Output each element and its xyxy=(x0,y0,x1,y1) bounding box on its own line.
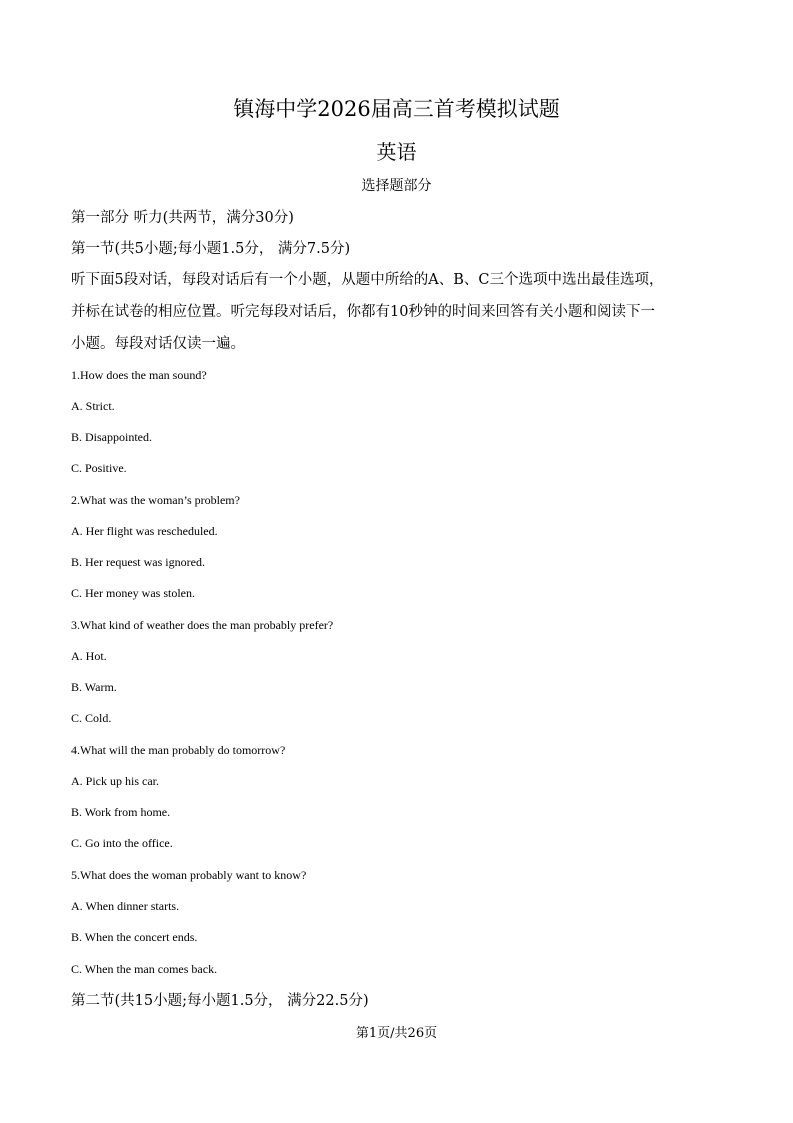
answer-option: A. Her flight was rescheduled. xyxy=(71,524,218,538)
section-heading-part1: 第一部分 听力(共两节，满分30分) xyxy=(71,210,294,226)
section-heading-1: 第一节(共5小题;每小题1.5分， 满分7.5分) xyxy=(71,241,351,257)
answer-option: B. Work from home. xyxy=(71,805,171,819)
answer-option: A. Pick up his car. xyxy=(71,774,159,788)
question-stem: 1.How does the man sound? xyxy=(71,368,207,382)
answer-option: B. Disappointed. xyxy=(71,430,152,444)
answer-option: A. Hot. xyxy=(71,649,107,663)
page-footer: 第1页/共26页 xyxy=(355,1026,438,1041)
answer-option: C. Positive. xyxy=(71,461,127,475)
answer-option: A. When dinner starts. xyxy=(71,899,180,913)
answer-option: C. Go into the office. xyxy=(71,836,173,850)
answer-option: C. Her money was stolen. xyxy=(71,586,195,600)
instruction-line: 小题。每段对话仅读一遍。 xyxy=(71,336,245,352)
answer-option: C. When the man comes back. xyxy=(71,962,218,976)
question-stem: 5.What does the woman probably want to know? xyxy=(71,868,307,882)
answer-option: B. Warm. xyxy=(71,680,117,694)
exam-title: 镇海中学2026届高三首考模拟试题 xyxy=(233,97,560,121)
answer-option: C. Cold. xyxy=(71,711,112,725)
question-stem: 3.What kind of weather does the man probably prefer? xyxy=(71,618,334,632)
answer-option: B. Her request was ignored. xyxy=(71,555,205,569)
section-heading-2: 第二节(共15小题;每小题1.5分， 满分22.5分) xyxy=(71,993,369,1009)
instruction-line: 听下面5段对话，每段对话后有一个小题，从题中所给的A、B、C三个选项中选出最佳选项， xyxy=(71,272,664,288)
part-label: 选择题部分 xyxy=(361,178,432,194)
question-stem: 4.What will the man probably do tomorrow? xyxy=(71,743,286,757)
subject-title: 英语 xyxy=(376,140,417,164)
answer-option: A. Strict. xyxy=(71,399,115,413)
instruction-line: 并标在试卷的相应位置。听完每段对话后，你都有10秒钟的时间来回答有关小题和阅读下一 xyxy=(71,304,655,320)
question-stem: 2.What was the woman’s problem? xyxy=(71,493,240,507)
answer-option: B. When the concert ends. xyxy=(71,930,198,944)
